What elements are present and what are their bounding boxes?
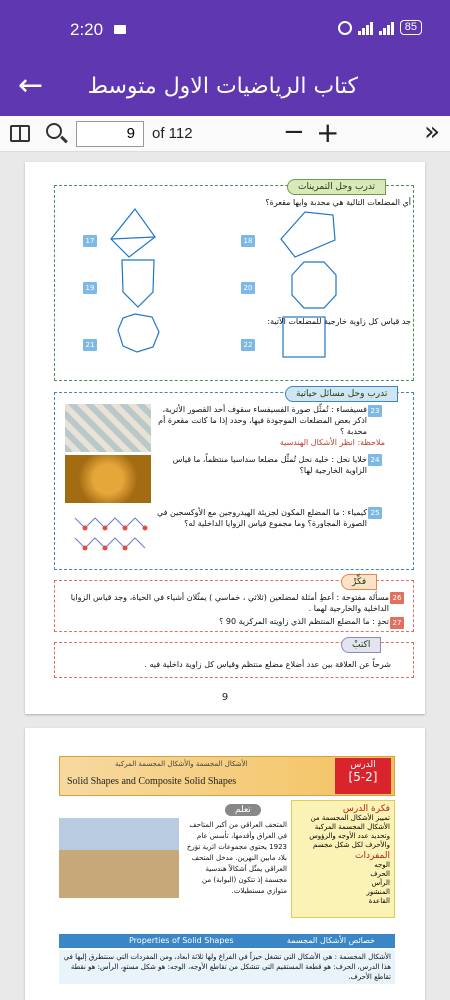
signal-icon-2 xyxy=(379,21,394,35)
molecule-image xyxy=(71,510,153,554)
num-20: 20 xyxy=(241,282,255,294)
vocab-item: المنشور xyxy=(366,888,390,896)
vocab-title: المفردات xyxy=(355,851,390,861)
status-bar xyxy=(0,0,450,60)
page-input[interactable]: 9 xyxy=(76,121,144,147)
more-icon[interactable]: » xyxy=(424,117,440,147)
problem-27: تحدٍ : ما المضلع المنتظم الذي زاويته المركزية 90 ؟ xyxy=(219,617,389,626)
num-25: 25 xyxy=(368,507,382,519)
alarm-icon xyxy=(338,21,352,35)
write-prompt: شرحاً عن العلاقة بين عدد أضلاع مضلع منتظم وقياس كل زاوية داخلية فيه . xyxy=(144,660,391,669)
message-icon xyxy=(114,25,126,34)
back-arrow-icon[interactable]: ← xyxy=(18,68,44,103)
pdf-toolbar xyxy=(0,116,450,152)
num-19: 19 xyxy=(83,282,97,294)
num-18: 18 xyxy=(241,235,255,247)
idea-text: تمييز الأشكال المجسمة من الأشكال المجسمة المركبة وتحديد عدد الأوجه والرؤوس والأحرف لكل شكل مجسم xyxy=(309,814,390,849)
book-icon[interactable] xyxy=(10,125,30,142)
lesson-label: الدرس xyxy=(350,760,376,770)
vocab-item: القاعدة xyxy=(368,897,390,905)
question-exterior: جد قياس كل زاوية خارجية للمضلعات الآتية: xyxy=(267,317,411,326)
lesson-number-badge xyxy=(335,758,391,794)
lesson-title-en: Solid Shapes and Composite Solid Shapes xyxy=(67,776,237,787)
page-number: 9 xyxy=(221,692,229,703)
num-23: 23 xyxy=(368,405,382,417)
status-time: 2:20 xyxy=(70,20,104,39)
pdf-page-10 xyxy=(25,728,425,1000)
page-total: of 112 xyxy=(152,125,193,142)
properties-text: الأشكال المجسمة : هي الأشكال التي تشغل حيزاً في الفراغ ولها ثلاثة ابعاد، ومن المفردات التي سنتطرق إليها في هذا الدرس، الحرف: هو قطعة المستقيم التي تتشكل من تقاطع الأوجه، الوجه: هو شكل مستوٍ، الرأس: هو نقطة تقاطع الأحرف. xyxy=(59,950,395,984)
properties-ar: خصائص الأشكال المجسمة xyxy=(286,936,375,945)
problem-25: كيمياء : ما المضلع المكون لجزيئة الهيدروجين مع الأوكسجين في الصورة المجاورة؟ وما مجموع قياس الزوايا الداخلية له؟ xyxy=(157,508,367,528)
lesson-idea-box xyxy=(291,800,395,918)
lesson-number: [5-2] xyxy=(348,770,378,784)
section-tag-life: تدرب وحل مسائل حياتية xyxy=(285,386,398,402)
idea-title: فكرة الدرس xyxy=(342,804,390,814)
num-17: 17 xyxy=(83,235,97,247)
problem-23-note: ملاحظة: انظر الأشكال الهندسية xyxy=(279,438,385,447)
num-26: 26 xyxy=(390,592,404,604)
num-22: 22 xyxy=(241,339,255,351)
battery-icon: 85 xyxy=(400,20,422,35)
lesson-title-ar: الأشكال المجسمة والأشكال المجسمة المركبة xyxy=(115,760,248,768)
problem-23: فسيفساء : تُمثِّل صورة الفسيفساء سقوف أحد القصور الأثرية، اذكر بعض المضلعات الموجودة فيها، وحدد إذا ما كانت مقعرة أم محدبة ؟ xyxy=(158,405,367,436)
pdf-viewport[interactable] xyxy=(0,152,450,1000)
app-bar xyxy=(0,60,450,116)
pdf-page-9 xyxy=(25,162,425,714)
num-21: 21 xyxy=(83,339,97,351)
section-tag-write: اكتبْ xyxy=(341,637,381,653)
num-27: 27 xyxy=(390,617,404,629)
honeycomb-image xyxy=(65,455,151,503)
learn-tag: تعلم xyxy=(225,804,261,816)
app-title: كتاب الرياضيات الاول متوسط xyxy=(87,74,358,99)
section-tag-exercises: تدرب وحل التمرينات xyxy=(287,179,386,195)
search-icon[interactable] xyxy=(46,123,62,139)
section-tag-think: فكِّرْ xyxy=(341,574,377,590)
vocab-item: الرأس xyxy=(371,879,390,887)
signal-icon xyxy=(358,21,373,35)
num-24: 24 xyxy=(368,454,382,466)
polygon-figures xyxy=(25,162,425,392)
museum-image xyxy=(59,818,179,898)
vocab-item: الوجه xyxy=(374,861,390,869)
zoom-in-button[interactable]: + xyxy=(316,116,340,149)
status-right xyxy=(338,20,422,35)
properties-bar xyxy=(59,934,395,948)
problem-26: مسألة مفتوحة : أعطِ أمثلة لمضلعين (ثلاثي ، خماسي ) يمثّلان أشياء في الحياة، وجد قياس الزوايا الداخلية والخارجية لهما . xyxy=(70,593,389,613)
question-convex: أي المضلعات التالية هي محدبة وايها مقعرة؟ xyxy=(265,198,411,207)
learn-text: المتحف العراقي من أكبر المتاحف في العراق وأقدمها، تأسس عام 1923 يحتوي مجموعات اثرية تؤرخ بلاد مابين النهرين. مدخل المتحف العراقي يمثّل أشكالاً هندسية مجسمة إذ تتكون (البوابة) من متوازي مستطيلات. xyxy=(186,821,287,895)
zoom-out-button[interactable]: − xyxy=(283,117,305,147)
mosaic-image xyxy=(65,404,151,452)
properties-en: Properties of Solid Shapes xyxy=(129,936,234,945)
problem-24: خلايا نحل : خلية نحل تُمثِّل مضلعا سداسيا منتظماً، ما قياس الزاوية الخارجية لها؟ xyxy=(172,455,367,475)
vocab-item: الحرف xyxy=(370,870,390,878)
